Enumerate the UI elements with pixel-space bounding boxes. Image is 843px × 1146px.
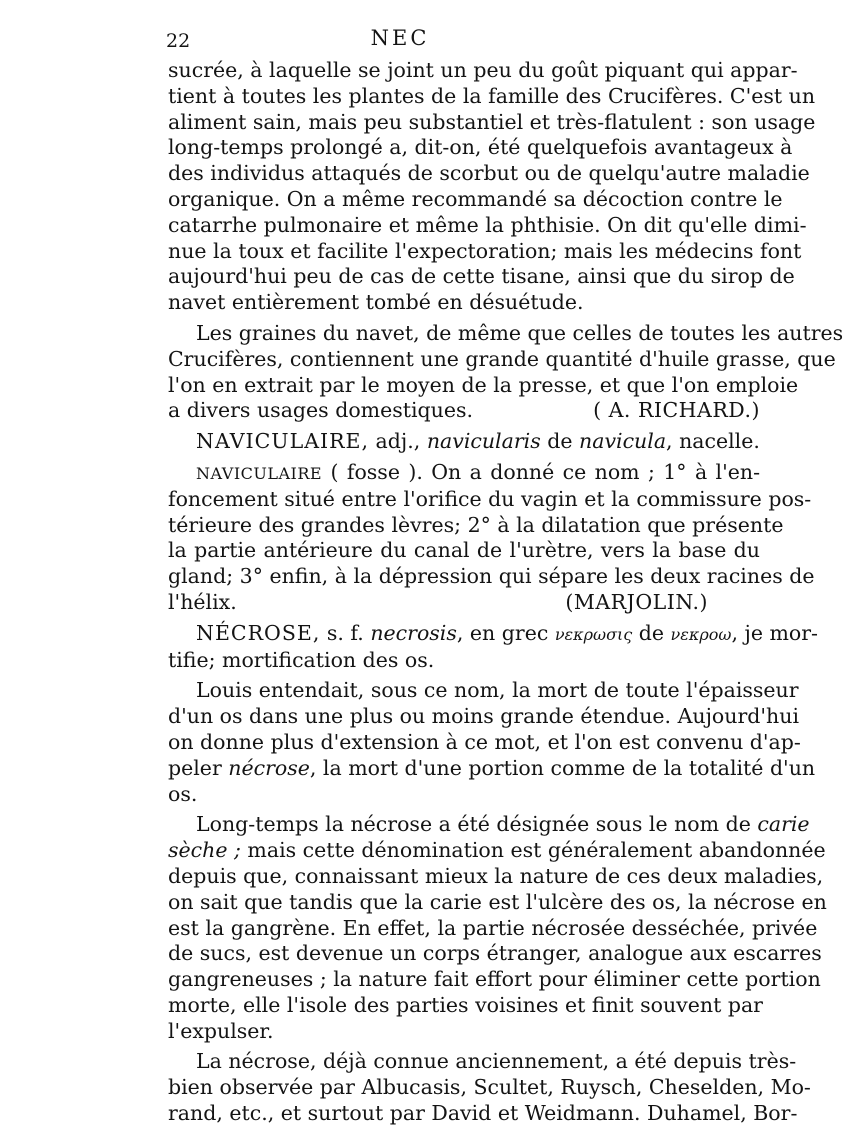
greek-term: νεκρωσις [554,624,633,644]
text-line: depuis que, connaissant mieux la nature de ces deux maladies, [168,863,824,888]
text-fragment: , la mort d'une portion comme de la totalité d'un [309,755,816,780]
text-line: Louis entendait, sous ce nom, la mort de toute l'épaisseur [196,678,799,703]
text-fragment: l'hélix. [168,589,237,614]
text-line: de sucs, est devenue un corps étranger, analogue aux escarres [168,941,822,966]
text-line: Crucifères, contiennent une grande quantité d'huile grasse, que [168,346,836,371]
page-header [0,24,800,54]
paragraph-historique [168,1049,811,1126]
text-line: est la gangrène. En effet, la partie nécrosée desséchée, privée [168,915,818,940]
italic-term: nécrose [228,755,310,780]
text-line [168,460,760,487]
text-fragment: , en grec [456,620,555,645]
page-number: 22 [166,30,191,52]
text-line: d'un os dans une plus ou moins grande étendue. Aujourd'hui [168,704,799,729]
text-line: tient à toutes les plantes de la famille des Crucifères. C'est un [168,83,816,108]
text-fragment: , je mor- [731,620,818,645]
latin-term: navicularis [426,429,541,454]
paragraph-louis [168,678,816,807]
text-fragment: peler [168,755,229,780]
text-line: organique. On a même recommandé sa décoction contre le [168,186,783,211]
italic-term: carie [757,812,810,837]
entry-term: NAVICULAIRE, [196,429,370,454]
text-line: foncement situé entre l'orifice du vagin et la commissure pos- [168,486,812,511]
entry-naviculaire-fosse [168,459,815,616]
text-line [168,812,810,838]
text-line: aliment sain, mais peu substantiel et très-flatulent : son usage [168,109,816,134]
entry-term: NAVICULAIRE [196,463,323,483]
page-body [168,58,843,1127]
text-line: on donne plus d'extension à ce mot, et l'on est convenu d'ap- [168,729,801,754]
running-head: NEC [370,26,430,50]
text-fragment: de [540,429,580,454]
text-line [168,398,760,424]
text-line: bien observée par Albucasis, Scultet, Ruysch, Cheselden, Mo- [168,1075,811,1100]
text-line [168,429,760,455]
text-line: l'on en extrait par le moyen de la presse, et que l'on emploie [168,372,799,397]
text-line: gangreneuses ; la nature fait effort pour éliminer cette portion [168,967,821,992]
text-line: térieure des grandes lèvres; 2° à la dilatation que présente [168,512,784,537]
text-line: nue la toux et facilite l'expectoration; mais les médecins font [168,238,802,263]
text-line: navet entièrement tombé en désuétude. [168,290,584,315]
text-line: os. [168,781,198,806]
text-fragment: a divers usages domestiques. [168,398,474,423]
text-line: on sait que tandis que la carie est l'ulcère des os, la nécrose en [168,889,827,914]
latin-term: necrosis [370,620,457,645]
text-line: rand, etc., et surtout par David et Weidmann. Duhamel, Bor- [168,1101,798,1126]
text-fragment: ( fosse ). On a donné ce nom ; 1° à l'en- [322,459,760,484]
text-line: des individus attaqués de scorbut ou de quelqu'autre maladie [168,161,810,186]
text-line [168,755,816,782]
paragraph-graines [168,320,843,424]
text-line: long-temps prolongé a, dit-on, été quelquefois avantageux à [168,135,793,160]
entry-term: NÉCROSE, [196,620,321,645]
text-line: morte, elle l'isole des parties voisines et finit souvent par [168,992,763,1017]
text-line [168,590,760,616]
text-line: sucrée, à laquelle se joint un peu du goût piquant qui appar- [168,58,798,82]
entry-necrose [168,620,818,674]
paragraph-navet-continued [168,58,816,316]
text-fragment: mais cette dénomination est généralement abandonnée [240,838,826,863]
entry-naviculaire-adj [168,429,760,455]
italic-term: sèche ; [168,838,241,863]
text-fragment: adj., [369,429,427,454]
text-fragment: Long-temps la nécrose a été désignée sous le nom de [196,812,758,837]
text-line: Les graines du navet, de même que celles de toutes les autres [196,320,843,345]
author-signature: ( A. RICHARD.) [593,398,760,423]
text-fragment: s. f. [320,620,371,645]
text-line: l'expulser. [168,1018,274,1043]
text-line: catarrhe pulmonaire et même la phthisie. On dit qu'elle dimi- [168,212,807,237]
author-signature: (MARJOLIN.) [565,589,708,614]
greek-term: νεκροω [670,624,732,644]
text-fragment: , nacelle. [666,429,760,454]
text-line [168,620,818,648]
text-line: La nécrose, déjà connue anciennement, a été depuis très- [196,1049,797,1074]
text-line: la partie antérieure du canal de l'urètre, vers la base du [168,538,760,563]
latin-term: navicula [579,429,667,454]
text-fragment: de [632,620,671,645]
text-line: tifie; mortification des os. [168,647,435,672]
paragraph-carie-seche [168,812,827,1044]
text-line [168,838,826,864]
text-line: aujourd'hui peu de cas de cette tisane, ainsi que du sirop de [168,264,795,289]
text-line: gland; 3° enfin, à la dépression qui sépare les deux racines de [168,564,815,589]
